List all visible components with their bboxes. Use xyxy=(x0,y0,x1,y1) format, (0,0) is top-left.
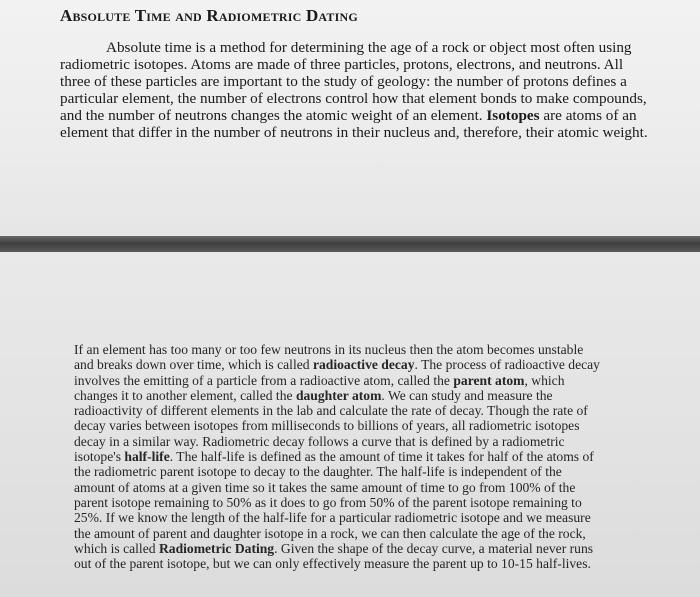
term-radioactive-decay: radioactive decay xyxy=(312,357,415,373)
text-line xyxy=(74,388,654,403)
text-line: particular element, the number of electrons control how that element bonds to make compounds, xyxy=(60,90,647,107)
text-line: out of the parent isotope, but we can only effectively measure the parent up to 10-15 half-lives. xyxy=(74,556,591,572)
text-segment: . Given the shape of the decay curve, a material never runs xyxy=(274,540,594,556)
text-segment: involves the emitting of a particle from a radioactive atom, called the xyxy=(74,372,450,388)
text-line: radioactivity of different elements in the lab and calculate the rate of decay. Though the rate of xyxy=(74,403,588,419)
term-half-life: half-life xyxy=(124,449,170,465)
term-daughter-atom: daughter atom xyxy=(295,387,382,403)
paragraph-absolute-time xyxy=(60,39,660,141)
text-line: If an element has too many or too few neutrons in its nucleus then the atom becomes unstable xyxy=(74,342,584,357)
text-segment: changes it to another element, called the xyxy=(74,387,293,403)
text-segment: . The process of radioactive decay xyxy=(414,357,600,373)
text-segment: , which xyxy=(524,372,565,388)
text-line: parent isotope remaining to 50% as it does to go from 50% of the parent isotope remaining to xyxy=(74,494,582,510)
text-segment: . The half-life is defined as the amount of time it takes for half of the atoms of xyxy=(169,449,594,465)
text-line: decay varies between isotopes from milliseconds to billions of years, all radiometric isotopes xyxy=(74,418,580,434)
text-line xyxy=(74,373,654,388)
text-line xyxy=(74,357,654,372)
text-segment: are atoms of an xyxy=(543,107,637,124)
text-line xyxy=(74,541,654,556)
text-segment: . We can study and measure the xyxy=(381,387,553,403)
paragraph-radioactive-decay xyxy=(74,342,654,571)
text-line: the amount of parent and daughter isotope in a rock, we can then calculate the age of the rock, xyxy=(74,525,586,541)
text-line: element that differ in the number of neutrons in their nucleus and, therefore, their atomic weight. xyxy=(60,124,648,141)
text-segment: isotope's xyxy=(74,449,122,465)
text-line: 25%. If we know the length of the half-life for a particular radiometric isotope and we measure xyxy=(74,510,591,526)
page-top xyxy=(0,0,700,236)
text-line xyxy=(60,107,660,124)
text-line xyxy=(74,449,654,464)
text-line: amount of atoms at a given time so it takes the same amount of time to go from 100% of the xyxy=(74,479,576,495)
page-divider xyxy=(0,236,700,252)
text-line: Absolute time is a method for determining the age of a rock or object most often using xyxy=(106,39,632,56)
section-heading: Absolute Time and Radiometric Dating xyxy=(60,6,358,25)
text-segment: which is called xyxy=(74,540,156,556)
text-line: decay in a similar way. Radiometric decay follows a curve that is defined by a radiometric xyxy=(74,433,565,449)
text-segment: and the number of neutrons changes the atomic weight of an element. xyxy=(60,107,483,124)
text-line: radiometric isotopes. Atoms are made of three particles, protons, electrons, and neutrons. All xyxy=(60,56,624,73)
term-parent-atom: parent atom xyxy=(453,372,525,388)
text-segment: and breaks down over time, which is called xyxy=(74,357,310,373)
text-line: the radiometric parent isotope to decay to the daughter. The half-life is independent of the xyxy=(74,464,562,480)
term-isotopes: Isotopes xyxy=(486,107,540,124)
text-line: three of these particles are important to the study of geology: the number of protons defines a xyxy=(60,73,627,90)
term-radiometric-dating: Radiometric Dating xyxy=(158,540,275,556)
